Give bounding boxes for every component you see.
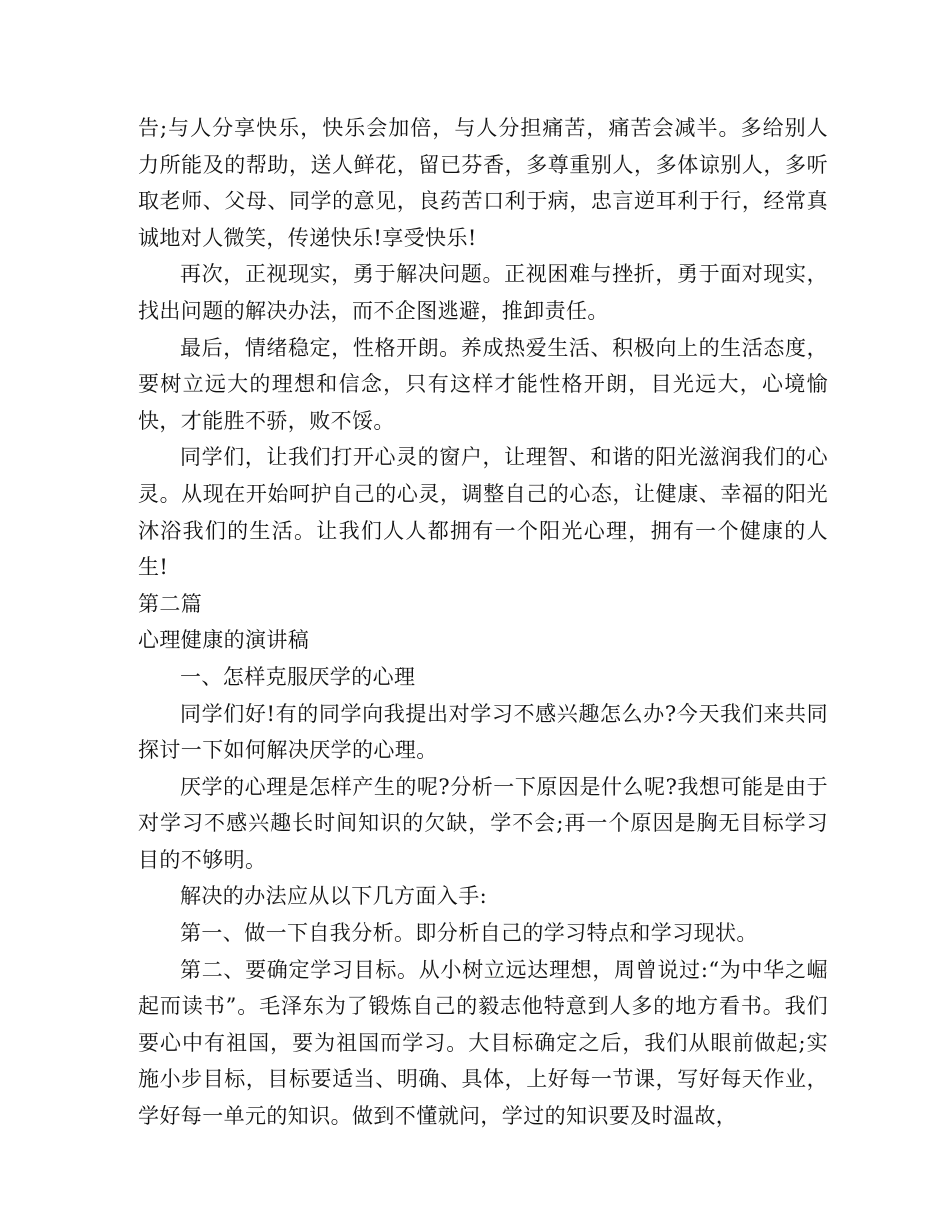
paragraph-closing-call: 同学们，让我们打开心灵的窗户，让理智、和谐的阳光滋润我们的心灵。从现在开始呵护自己的心灵，调整自己的心态，让健康、幸福的阳光沐浴我们的生活。让我们人人都拥有一个阳光心理，拥有一个健康的人生! xyxy=(138,445,828,580)
paragraph-stable-emotions: 最后，情绪稳定，性格开朗。养成热爱生活、积极向上的生活态度，要树立远大的理想和信念，只有这样才能性格开朗，目光远大，心境愉快，才能胜不骄，败不馁。 xyxy=(138,335,828,433)
paragraph-causes: 厌学的心理是怎样产生的呢?分析一下原因是什么呢?我想可能是由于对学习不感兴趣长时间知识的欠缺，学不会;再一个原因是胸无目标学习目的不够明。 xyxy=(138,774,828,872)
paragraph-greeting: 同学们好!有的同学向我提出对学习不感兴趣怎么办?今天我们来共同探讨一下如何解决厌学的心理。 xyxy=(138,701,828,763)
paragraph-step-two: 第二、要确定学习目标。从小树立远达理想，周曾说过:“为中华之崛起而读书”。毛泽东为了锻炼自己的毅志他特意到人多的地方看书。我们要心中有祖国，要为祖国而学习。大目标确定之后，我们从眼前做起;实施小步目标，目标要适当、明确、具体，上好每一节课，写好每天作业，学好每一单元的知识。做到不懂就问，学过的知识要及时温故， xyxy=(138,957,828,1129)
paragraph-face-reality: 再次，正视现实，勇于解决问题。正视困难与挫折，勇于面对现实，找出问题的解决办法，而不企图逃避，推卸责任。 xyxy=(138,262,828,323)
speech-title: 心理健康的演讲稿 xyxy=(138,628,310,653)
paragraph-sharing-joy: 告;与人分享快乐，快乐会加倍，与人分担痛苦，痛苦会减半。多给别人力所能及的帮助，送人鲜花，留已芬香，多尊重别人，多体谅别人，多听取老师、父母、同学的意见，良药苦口利于病，忠言逆耳利于行，经常真诚地对人微笑，传递快乐!享受快乐! xyxy=(138,116,828,250)
document-body xyxy=(138,110,828,1135)
paragraph-step-one: 第一、做一下自我分析。即分析自己的学习特点和学习现状。 xyxy=(180,921,758,946)
paragraph-solutions-intro: 解决的办法应从以下几方面入手: xyxy=(180,884,488,909)
section-title-part-two: 第二篇 xyxy=(138,591,203,616)
subheading-overcome-aversion: 一、怎样克服厌学的心理 xyxy=(180,664,416,689)
